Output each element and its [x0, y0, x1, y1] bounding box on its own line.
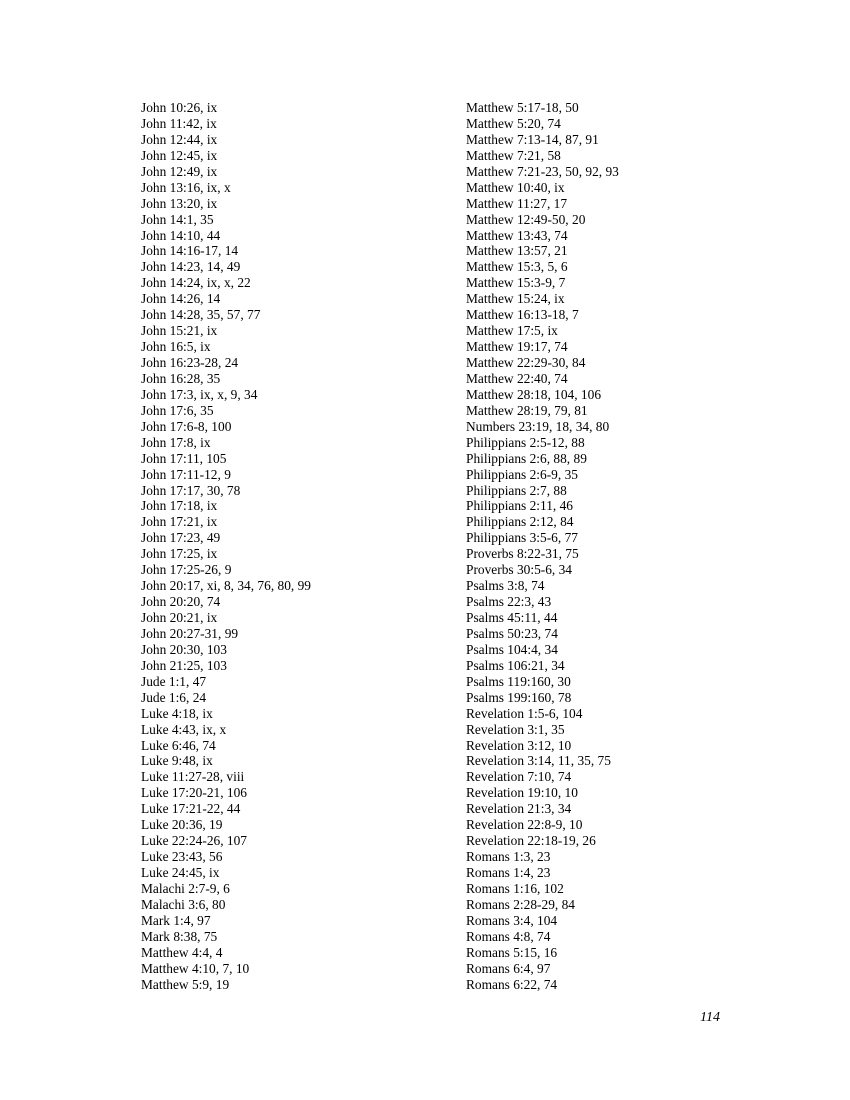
index-entry: Matthew 4:4, 4: [141, 944, 223, 960]
index-entry: Numbers 23:19, 18, 34, 80: [466, 418, 610, 434]
index-entry: John 14:16-17, 14: [141, 243, 239, 259]
index-entry: Revelation 3:12, 10: [466, 737, 572, 753]
index-entry: Philippians 2:7, 88: [466, 482, 567, 498]
index-entry: John 12:44, ix: [141, 131, 218, 147]
index-entry: Romans 2:28-29, 84: [466, 896, 575, 912]
index-entry: Matthew 15:3, 5, 6: [466, 259, 568, 275]
index-entry: Revelation 3:1, 35: [466, 721, 565, 737]
index-entry: Matthew 13:57, 21: [466, 243, 568, 259]
index-entry: John 12:45, ix: [141, 147, 218, 163]
index-entry: John 20:30, 103: [141, 641, 227, 657]
index-entry: John 17:18, ix: [141, 498, 218, 514]
index-entry: Malachi 3:6, 80: [141, 896, 226, 912]
index-entry: Proverbs 30:5-6, 34: [466, 562, 573, 578]
index-entry: Revelation 1:5-6, 104: [466, 705, 583, 721]
index-entry: Matthew 5:20, 74: [466, 115, 561, 131]
index-entry: Luke 20:36, 19: [141, 817, 223, 833]
index-entry: Luke 24:45, ix: [141, 865, 220, 880]
index-entry: John 13:16, ix, x: [141, 179, 231, 195]
index-entry: John 16:5, ix: [141, 339, 211, 355]
index-entry: Romans 6:4, 97: [466, 960, 551, 976]
index-entry: Romans 6:22, 74: [466, 976, 558, 992]
index-entry: Matthew 15:3-9, 7: [466, 275, 566, 291]
index-entry: Matthew 7:21, 58: [466, 147, 561, 163]
index-entry: John 14:23, 14, 49: [141, 259, 241, 275]
page-number: 114: [700, 1010, 720, 1025]
index-entry: John 17:17, 30, 78: [141, 482, 241, 498]
index-entry: Luke 17:20-21, 106: [141, 785, 247, 801]
index-entry: John 15:21, ix: [141, 323, 218, 339]
index-entry: Luke 17:21-22, 44: [141, 801, 241, 817]
index-entry: Psalms 119:160, 30: [466, 673, 571, 689]
index-entry: John 12:49, ix: [141, 163, 218, 179]
index-entry: Revelation 22:18-19, 26: [466, 833, 596, 849]
index-entry: Matthew 28:19, 79, 81: [466, 402, 588, 418]
index-entry: Mark 8:38, 75: [141, 928, 218, 944]
index-entry: Philippians 2:5-12, 88: [466, 434, 585, 450]
index-entry: John 17:8, ix: [141, 434, 211, 450]
index-entry: Matthew 5:17-18, 50: [466, 100, 579, 115]
index-entry: John 17:11-12, 9: [141, 466, 231, 482]
index-entry: John 14:28, 35, 57, 77: [141, 307, 261, 323]
index-entry: Matthew 28:18, 104, 106: [466, 386, 602, 402]
index-entry: Psalms 45:11, 44: [466, 610, 558, 625]
index-entry: Philippians 2:6, 88, 89: [466, 450, 587, 466]
index-entry: John 11:42, ix: [141, 115, 217, 131]
index-entry: Philippians 2:11, 46: [466, 498, 574, 514]
index-entry: John 14:24, ix, x, 22: [141, 275, 251, 291]
index-entry: Romans 1:16, 102: [466, 880, 564, 896]
index-right-column: [466, 100, 766, 993]
index-entry: Philippians 3:5-6, 77: [466, 530, 578, 546]
index-entry: Matthew 19:17, 74: [466, 339, 568, 355]
index-entry: Matthew 22:29-30, 84: [466, 355, 586, 370]
index-entry: Revelation 22:8-9, 10: [466, 817, 583, 833]
index-entry: Revelation 3:14, 11, 35, 75: [466, 753, 611, 769]
index-entry: Psalms 3:8, 74: [466, 578, 545, 594]
index-entry: John 20:20, 74: [141, 594, 221, 610]
index-entry: John 20:17, xi, 8, 34, 76, 80, 99: [141, 578, 311, 594]
index-entry: John 16:28, 35: [141, 370, 221, 386]
index-entry: John 17:6, 35: [141, 402, 214, 418]
index-entry: Matthew 4:10, 7, 10: [141, 960, 250, 976]
index-entry: John 14:26, 14: [141, 291, 221, 307]
index-entry: Psalms 50:23, 74: [466, 625, 558, 641]
index-entry: John 17:3, ix, x, 9, 34: [141, 386, 258, 402]
index-entry: Psalms 106:21, 34: [466, 657, 565, 673]
index-entry: Luke 9:48, ix: [141, 753, 213, 769]
index-entry: Matthew 7:21-23, 50, 92, 93: [466, 163, 619, 179]
index-entry: John 17:25-26, 9: [141, 562, 232, 578]
index-entry: Matthew 15:24, ix: [466, 291, 565, 307]
index-entry: Romans 1:4, 23: [466, 865, 551, 880]
index-entry: Malachi 2:7-9, 6: [141, 880, 230, 896]
index-entry: Luke 4:18, ix: [141, 705, 213, 721]
index-entry: Mark 1:4, 97: [141, 912, 211, 928]
index-entry: Romans 3:4, 104: [466, 912, 558, 928]
index-entry: Psalms 199:160, 78: [466, 689, 572, 705]
index-entry: John 20:21, ix: [141, 610, 218, 625]
index-entry: Revelation 21:3, 34: [466, 801, 572, 817]
index-entry: Revelation 7:10, 74: [466, 769, 572, 785]
index-entry: Jude 1:1, 47: [141, 673, 207, 689]
index-entry: Philippians 2:12, 84: [466, 514, 574, 530]
index-entry: Psalms 22:3, 43: [466, 594, 552, 610]
index-entry: John 13:20, ix: [141, 195, 218, 211]
index-entry: Psalms 104:4, 34: [466, 641, 558, 657]
index-entry: Philippians 2:6-9, 35: [466, 466, 578, 482]
index-entry: John 17:6-8, 100: [141, 418, 232, 434]
index-entry: Matthew 16:13-18, 7: [466, 307, 579, 323]
index-entry: Romans 5:15, 16: [466, 944, 558, 960]
index-entry: John 20:27-31, 99: [141, 625, 239, 641]
index-entry: John 10:26, ix: [141, 100, 218, 115]
index-entry: Matthew 13:43, 74: [466, 227, 568, 243]
index-entry: Revelation 19:10, 10: [466, 785, 578, 801]
index-entry: Jude 1:6, 24: [141, 689, 207, 705]
index-entry: Luke 4:43, ix, x: [141, 721, 227, 737]
index-entry: Luke 11:27-28, viii: [141, 769, 245, 785]
index-entry: Proverbs 8:22-31, 75: [466, 546, 579, 562]
index-entry: Romans 4:8, 74: [466, 928, 551, 944]
index-left-column: [141, 100, 441, 993]
index-entry: John 21:25, 103: [141, 657, 227, 673]
index-entry: John 14:1, 35: [141, 211, 214, 227]
index-entry: John 17:25, ix: [141, 546, 218, 562]
index-entry: Luke 22:24-26, 107: [141, 833, 247, 849]
index-entry: Matthew 22:40, 74: [466, 370, 568, 386]
index-entry: John 17:21, ix: [141, 514, 218, 530]
index-entry: Matthew 17:5, ix: [466, 323, 558, 339]
index-entry: Luke 23:43, 56: [141, 849, 223, 865]
index-entry: Matthew 11:27, 17: [466, 195, 568, 211]
index-entry: Matthew 12:49-50, 20: [466, 211, 586, 227]
index-entry: John 16:23-28, 24: [141, 355, 239, 370]
index-entry: Luke 6:46, 74: [141, 737, 216, 753]
index-entry: Matthew 5:9, 19: [141, 976, 230, 992]
index-entry: Matthew 10:40, ix: [466, 179, 565, 195]
index-entry: John 17:23, 49: [141, 530, 221, 546]
index-entry: John 17:11, 105: [141, 450, 227, 466]
index-entry: Matthew 7:13-14, 87, 91: [466, 131, 599, 147]
index-entry: John 14:10, 44: [141, 227, 221, 243]
index-entry: Romans 1:3, 23: [466, 849, 551, 865]
